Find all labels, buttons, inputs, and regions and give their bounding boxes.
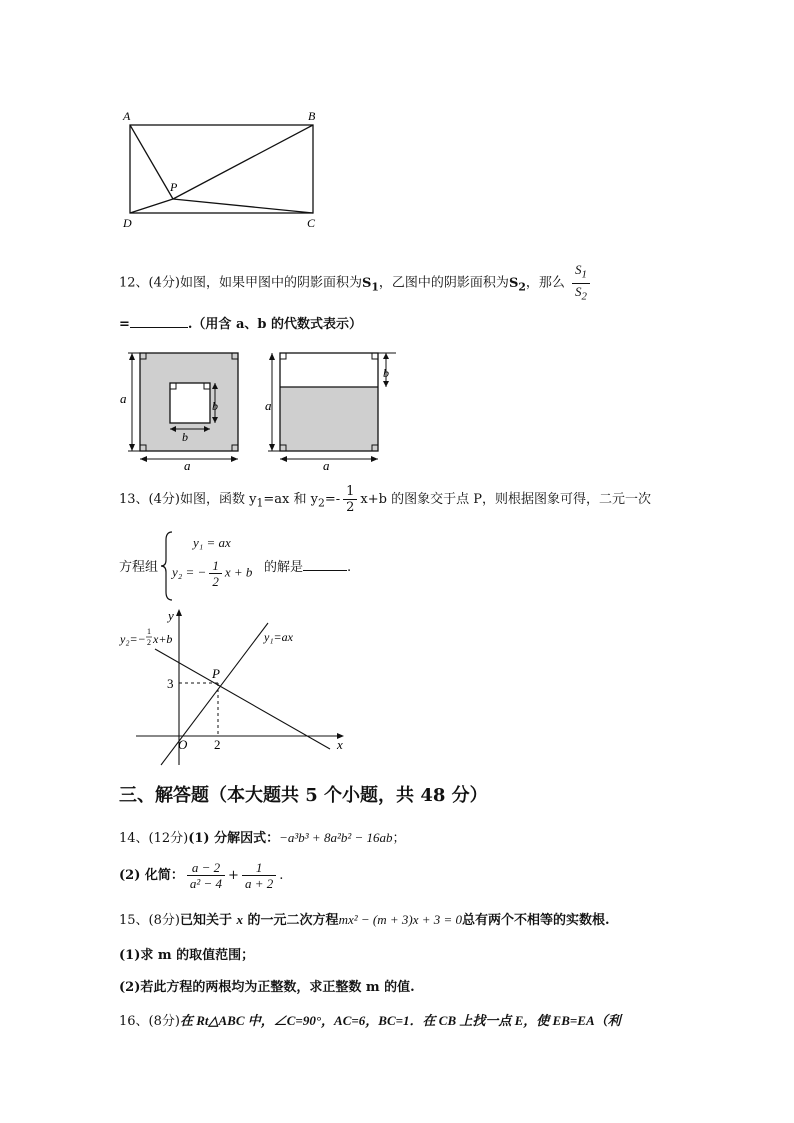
tick-x-2: 2: [214, 737, 221, 752]
line2-label-num: 1: [147, 627, 151, 636]
right-b-top: b: [383, 366, 389, 380]
q12-ratio-fraction: $\frac{S_1}{S_2}$: [572, 262, 590, 304]
system-eq2: y₂ = − $\frac{1}{2}$ x + b: [172, 558, 253, 589]
answer-blank[interactable]: [130, 327, 188, 328]
q15-stem: 15、(8分)已知关于 x 的一元二次方程mx² − (m + 3)x + 3 = 0总有两个不相等的实数根.: [119, 912, 610, 928]
line2-label-b: x+b: [153, 632, 173, 646]
right-a-side: a: [265, 398, 272, 413]
q15-part2: (2)若此方程的两根均为正整数，求正整数 m 的值.: [119, 980, 415, 995]
q14-part1: 14、(12分)(1) 分解因式：−a³b³ + 8a²b² − 16ab；: [119, 830, 406, 846]
right-a-bottom: a: [323, 458, 330, 473]
q13-line1: 13、(4分)如图，函数 $y_1=ax$ 和 $y_2=-$ $\frac{1}{2}$ x+b 的图象交于点 P，则根据图象可得，二元一次: [119, 484, 651, 515]
label-B: B: [308, 109, 316, 123]
q12-number: 12、(4分): [119, 275, 180, 291]
x-axis-label: x: [337, 737, 343, 752]
q14-part2: (2) 化简： $\frac{a - 2}{\text{a² − 4}}$ + $\frac{1}{a + 2}$ .: [119, 860, 284, 891]
q16-number: 16、(8分): [119, 1014, 180, 1029]
label-C: C: [307, 216, 316, 230]
q14-number: 14、(12分): [119, 831, 189, 846]
square-figure-right: [266, 347, 400, 472]
left-a-bottom: a: [184, 458, 191, 473]
q15-part1: (1)求 m 的取值范围；: [119, 948, 255, 963]
left-a-side: a: [120, 391, 127, 406]
line2-label-den: 2: [147, 638, 151, 647]
line2-label-a: y₂=−: [120, 632, 146, 646]
tick-y-3: 3: [167, 676, 174, 691]
square-figure-left: [118, 347, 248, 472]
system-eq1: y₁ = ax: [193, 535, 231, 550]
q13-number: 13、(4分): [119, 492, 180, 507]
y-axis-label: y: [168, 608, 174, 623]
line1-label: y₁=ax: [264, 630, 293, 644]
section-three-title: 三、解答题（本大题共 5 个小题，共 48 分）: [119, 785, 488, 806]
label-D: D: [123, 216, 132, 230]
q14-frac2: $\frac{1}{a + 2}$: [242, 860, 276, 891]
q14-frac1: $\frac{a - 2}{\text{a² − 4}}$: [187, 860, 225, 891]
q16-stem: 16、(8分)在 Rt△ABC 中，∠C=90°，AC=6，BC=1．在 CB 上找一点 E，使 EB=EA（利: [119, 1013, 621, 1029]
left-b-inner-bottom: b: [182, 430, 188, 444]
q12-line2: = .（用含 a、b 的代数式表示）: [119, 317, 362, 332]
point-p-label: P: [212, 666, 220, 681]
left-b-inner-right: b: [212, 399, 218, 413]
label-A: A: [123, 109, 131, 123]
origin-label: O: [178, 737, 188, 752]
q13-system-suffix: 的解是 .: [264, 560, 352, 575]
label-P: P: [170, 180, 178, 194]
q13-system-prefix: 方程组: [119, 560, 159, 575]
q12-line1: 12、(4分)如图，如果甲图中的阴影面积为$S_1$，乙图中的阴影面积为$S_2$，那么 $\frac{S_1}{S_2}$: [119, 262, 593, 304]
q13-slope-fraction: $\frac{1}{2}$: [343, 484, 357, 515]
q15-number: 15、(8分): [119, 913, 180, 928]
answer-blank-13[interactable]: [303, 570, 347, 571]
rectangle-figure: [118, 105, 328, 230]
linear-functions-graph: [118, 605, 354, 770]
